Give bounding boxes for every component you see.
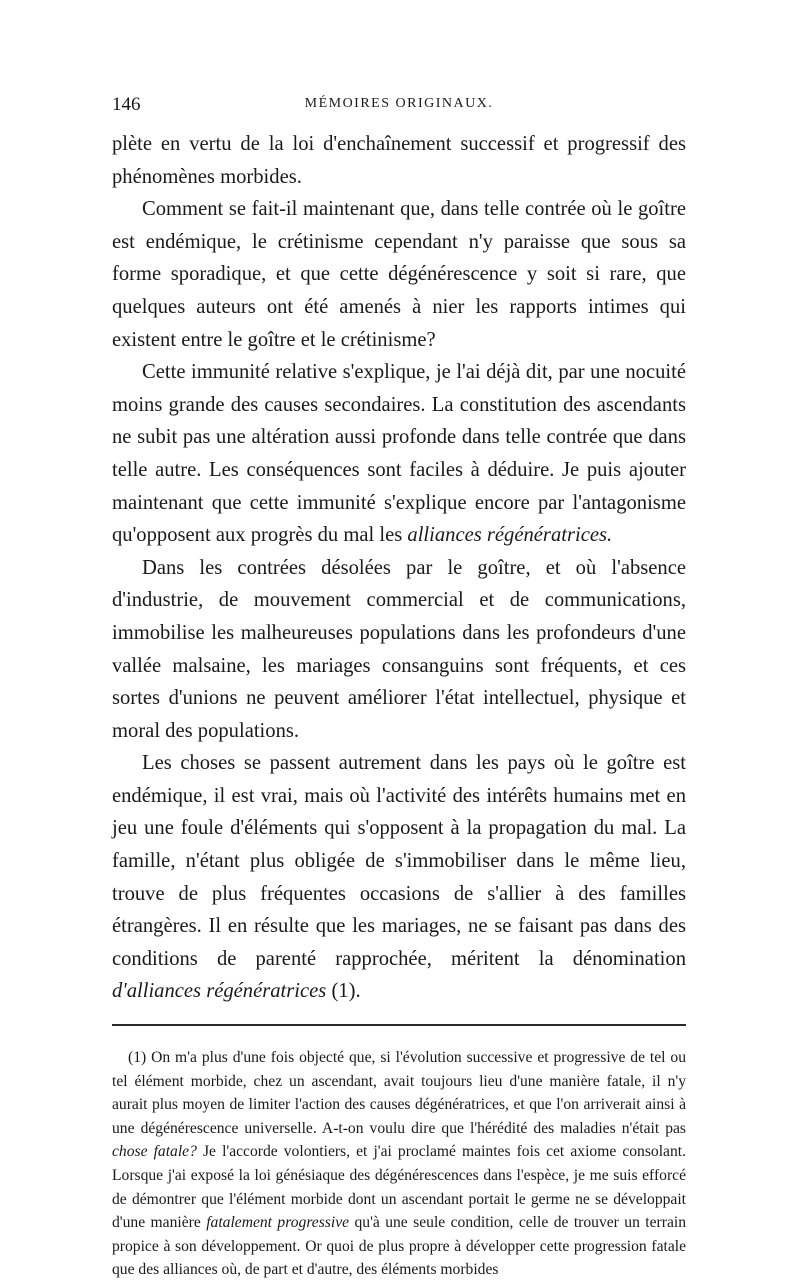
paragraph-2: Comment se fait-il maintenant que, dans telle contrée où le goître est endémique, le crétinisme cependant n'y paraisse que sous sa forme sporadique, et que cette dégénérescence y soit si rare, que quelques auteurs ont été amenés à nier les rapports intimes qui existent entre le goître et le crétinisme? <box>112 198 686 351</box>
paragraph-5: Les choses se passent autrement dans les pays où le goître est endémique, il est vrai, mais où l'activité des intérêts humains met en jeu une foule d'éléments qui s'opposent à la propagation du mal. La famille, n'étant plus obligée de s'immobiliser dans le même lieu, trouve de plus fréquentes occasions de s'allier à des familles étrangères. Il en résulte que les mariages, ne se faisant pas dans des conditions de parenté rapprochée, méritent la dénomination d'alliances régénératrices (1). <box>112 752 686 1003</box>
italic-phrase: fatalement progressive <box>206 1214 350 1232</box>
footnote-divider <box>112 1024 686 1026</box>
italic-phrase: chose fatale? <box>112 1143 197 1161</box>
paragraph-3: Cette immunité relative s'explique, je l'ai déjà dit, par une nocuité moins grande des causes secondaires. La constitution des ascendants ne subit pas une altération aussi profonde dans telle contrée que dans telle autre. Les conséquences sont faciles à déduire. Je puis ajouter maintenant que cette immunité s'explique encore par l'antagonisme qu'opposent aux progrès du mal les alliances régénératrices. <box>112 361 686 547</box>
footnote <box>112 1046 686 1282</box>
italic-phrase: alliances régénératrices. <box>407 524 613 547</box>
page-header <box>112 94 686 128</box>
book-page <box>112 94 686 1282</box>
italic-phrase: d'alliances régénératrices <box>112 980 327 1003</box>
paragraph-1: plète en vertu de la loi d'enchaînement successif et progressif des phénomènes morbides. <box>112 133 686 188</box>
footnote-text: (1) On m'a plus d'une fois objecté que, si l'évolution successive et progressive de tel ou tel élément morbide, chez un ascendant, avait toujours lieu d'une manière fatale, il n'y aurait plus moyen de limiter l'action des causes dégénératrices, et que l'on arriverait ainsi à une dégénérescence universelle. A-t-on voulu dire que l'hérédité des maladies n'était pas chose fatale? Je l'accorde volontiers, et j'ai proclamé maintes fois cet axiome consolant. Lorsque j'ai exposé la loi génésiaque des dégénérescences dans l'espèce, je me suis efforcé de démontrer que l'élément morbide dont un ascendant portait le germe ne se développait d'une manière fatalement progressive qu'à une seule condition, celle de trouver un terrain propice à son développement. Or quoi de plus propre à développer cette progression fatale que des alliances où, de part et d'autre, des éléments morbides <box>112 1049 686 1279</box>
running-title: MÉMOIRES ORIGINAUX. <box>304 96 494 111</box>
body-text <box>112 128 686 1008</box>
page-number: 146 <box>112 94 141 115</box>
paragraph-4: Dans les contrées désolées par le goître, et où l'absence d'industrie, de mouvement commercial et de communications, immobilise les malheureuses populations dans les profondeurs d'une vallée malsaine, les mariages consanguins sont fréquents, et ces sortes d'unions ne peuvent améliorer l'état intellectuel, physique et moral des populations. <box>112 556 686 742</box>
